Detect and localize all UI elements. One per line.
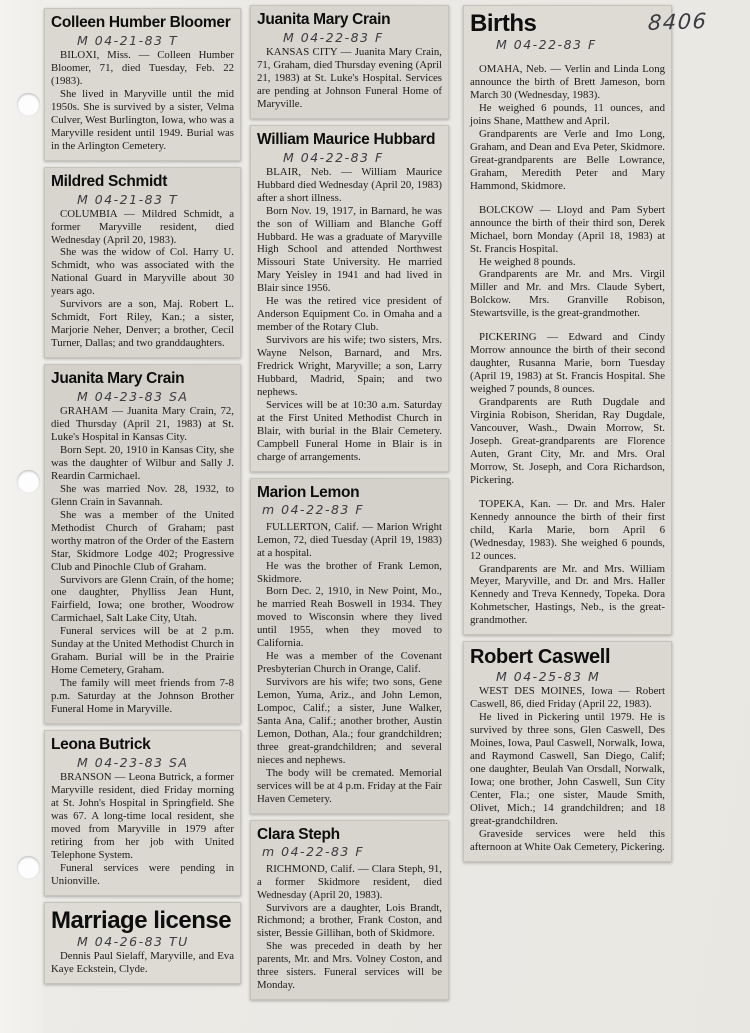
paragraph: Graveside services were held this afternoon at White Oak Cemetery, Pickering. bbox=[470, 827, 665, 853]
paragraph: KANSAS CITY — Juanita Mary Crain, 71, Graham, died Thursday evening (April 21, 1983) at St. Luke's Hospital. Services are pending at Johnson Funeral Home of Maryville. bbox=[257, 46, 442, 110]
handwritten-date-annotation: m 04-22-83 F bbox=[262, 501, 365, 517]
paragraph: Grandparents are Ruth Dugdale and Virginia Robison, Sheridan, Ray Dugdale, Vancouver, Wash., Dwain Morrow, St. Joseph. Great-grandparents are Florence Auten, Grant City, Mr. and Mrs. Oral Morrow, St. Joseph, and Cora Richardson, Pickering. bbox=[470, 396, 665, 486]
clipping-title: Juanita Mary Crain bbox=[257, 11, 391, 28]
paragraph: Born Dec. 2, 1910, in New Point, Mo., he married Reah Boswell in 1934. They moved to Wisconsin where they lived until 1955, when they moved to California. bbox=[257, 585, 442, 650]
paragraph: Funeral services were pending in Unionville. bbox=[51, 861, 234, 887]
clipping-title: William Maurice Hubbard bbox=[257, 130, 436, 148]
column-right bbox=[463, 0, 672, 868]
clipping-header bbox=[470, 647, 665, 684]
clipping-title: Robert Caswell bbox=[470, 646, 611, 669]
paragraph: OMAHA, Neb. — Verlin and Linda Long announce the birth of Brett Jameson, born March 30 (Wednesday, 1983). bbox=[470, 63, 665, 102]
clipping-title: Mildred Schmidt bbox=[51, 172, 168, 190]
column-middle bbox=[250, 0, 449, 1006]
clipping-marriage-license bbox=[44, 902, 241, 984]
birth-announcement bbox=[470, 204, 665, 321]
paragraph: Survivors are a son, Maj. Robert L. Schmidt, Fort Riley, Kan.; a sister, Marjorie Neher, Denver; a brother, Cecil Turner, Dallas; and two granddaughters. bbox=[51, 298, 234, 350]
clipping-header bbox=[51, 908, 234, 949]
clipping-title: Marriage license bbox=[51, 906, 232, 934]
birth-announcement bbox=[470, 498, 665, 628]
paragraph: BRANSON — Leona Butrick, a former Maryville resident, died Friday morning at St. John's Hospital in Springfield. She was 67. A long-time local resident, she moved from Maryville in 1979 after retiring from her job with United Telephone System. bbox=[51, 770, 234, 861]
column-left bbox=[44, 0, 241, 990]
clipping-clara-steph bbox=[250, 820, 449, 1001]
handwritten-date-annotation: m 04-22-83 F bbox=[262, 843, 365, 859]
clipping-births bbox=[463, 5, 672, 635]
handwritten-date-annotation: M 04-21-83 T bbox=[77, 191, 179, 207]
handwritten-date-annotation: M 04-26-83 TU bbox=[77, 933, 189, 949]
paragraph: The body will be cremated. Memorial services will be at 4 p.m. Friday at the Fair Haven Cemetery. bbox=[257, 766, 443, 805]
paragraph: Dennis Paul Sielaff, Maryville, and Eva Kaye Eckstein, Clyde. bbox=[51, 949, 234, 975]
clipping-marion-lemon bbox=[250, 478, 449, 814]
clipping-william-maurice-hubbard bbox=[250, 125, 449, 472]
punch-hole bbox=[17, 856, 40, 879]
paragraph: She was married Nov. 28, 1932, to Glenn Crain in Savannah. bbox=[51, 482, 234, 508]
page-left-margin bbox=[0, 0, 42, 1033]
handwritten-page-number: 8406 bbox=[647, 8, 709, 36]
birth-announcement bbox=[470, 63, 665, 193]
paragraph: He was the brother of Frank Lemon, Skidmore. bbox=[257, 559, 442, 585]
clipping-title: Marion Lemon bbox=[257, 483, 360, 501]
clipping-robert-caswell bbox=[463, 641, 672, 861]
paragraph: The family will meet friends from 7-8 p.m. Saturday at the Johnson Brother Funeral Home in Maryville. bbox=[51, 677, 234, 716]
paragraph: He was the retired vice president of Anderson Equipment Co. in Omaha and a member of the Rotary Club. bbox=[257, 295, 442, 334]
paragraph: Funeral services will be at 2 p.m. Sunday at the United Methodist Church in Graham. Burial will be in the Prairie Home Cemetery, Graham. bbox=[51, 625, 234, 677]
paragraph: She was a member of the United Methodist Church of Graham; past worthy matron of the Order of the Eastern Star, Skidmore Lodge 402; Progressive Club and Pinochle Club of Graham. bbox=[51, 508, 234, 573]
paragraph: BILOXI, Miss. — Colleen Humber Bloomer, 71, died Tuesday, Feb. 22 (1983). bbox=[51, 49, 234, 87]
paragraph: Survivors are his wife; two sisters, Mrs. Wayne Nelson, Barnard, and Mrs. Fredrick Wright, Maryville; a son, Larry Hubbard, Madrid, Spain; and two nephews. bbox=[257, 334, 442, 398]
handwritten-date-annotation: M 04-22-83 F bbox=[283, 149, 384, 165]
paragraph: He weighed 6 pounds, 11 ounces, and joins Shane, Matthew and April. bbox=[470, 102, 665, 127]
punch-hole bbox=[17, 470, 40, 493]
paragraph: BLAIR, Neb. — William Maurice Hubbard died Wednesday (April 20, 1983) after a short illness. bbox=[257, 165, 442, 204]
clipping-header bbox=[257, 11, 442, 45]
paragraph: She was the widow of Col. Harry U. Schmidt, who was associated with the National Guard in Maryville about 30 years ago. bbox=[51, 246, 234, 298]
handwritten-date-annotation: M 04-25-83 M bbox=[496, 669, 601, 685]
paragraph: Survivors are his wife; two sons, Gene Lemon, Yuma, Ariz., and John Lemon, Lompoc, Calif.; a sister, June Walker, Santa Ana, Calif.; another brother, Austin Lemon, Dothan, Ala.; four grandchildren; three great-grandchildren; and several nieces and nephews. bbox=[257, 676, 442, 766]
paragraph: WEST DES MOINES, Iowa — Robert Caswell, 86, died Friday (April 22, 1983). bbox=[470, 685, 665, 711]
paragraph: Grandparents are Mr. and Mrs. William Meyer, Maryville, and Dr. and Mrs. Haller Kennedy and Treva Kennedy, Topeka. Dora Kohmetscher, Hastings, Neb., is the great-grandmother. bbox=[470, 562, 665, 627]
clipping-title: Clara Steph bbox=[257, 825, 340, 843]
clipping-header bbox=[257, 484, 442, 520]
birth-announcement bbox=[470, 331, 665, 486]
clipping-title: Juanita Mary Crain bbox=[51, 370, 185, 388]
clipping-title: Births bbox=[470, 10, 537, 37]
paragraph: Grandparents are Mr. and Mrs. Virgil Miller and Mr. and Mrs. Claude Sybert, Bolckow. Mrs. Granville Robison, Stewartsville, is the great-grandmother. bbox=[470, 268, 665, 320]
paragraph: She was preceded in death by her parents, Mr. and Mrs. Volney Coston, and three sisters. Funeral services will be Monday. bbox=[257, 940, 442, 992]
paragraph: Born Nov. 19, 1917, in Barnard, he was the son of William and Blanche Goff Hubbard. He was a graduate of Maryville High School and attended Northwest Missouri State University. He married Mary Yeisley in 1941 and had lived in Blair since 1956. bbox=[257, 204, 442, 295]
paragraph: Services will be at 10:30 a.m. Saturday at the First United Methodist Church in Blair, with burial in the Blair Cemetery. Campbell Funeral Home in Blair is in charge of arrangements. bbox=[257, 398, 442, 463]
clipping-title: Colleen Humber Bloomer bbox=[51, 14, 231, 31]
paragraph: TOPEKA, Kan. — Dr. and Mrs. Haler Kennedy announce the birth of their first child, Karla Marie, born April 6 (Wednesday, 1983). She weighed 6 pounds, 12 ounces. bbox=[470, 497, 665, 562]
paragraph: He lived in Pickering until 1979. He is survived by three sons, Glen Caswell, Des Moines, Iowa, Paul Caswell, Norwalk, Iowa, and Raymond Caswell, San Diego, Calif; one daughter, Beulah Van Orsdall, Norwalk, Iowa; one brother, John Caswell, Sun City Center, Fla.; one sister, Maude Smith, Olivet, Mich.; 14 grandchildren; and 18 great-grandchildren. bbox=[470, 711, 665, 827]
clipping-header bbox=[51, 173, 234, 207]
clipping-header bbox=[257, 131, 442, 165]
clipping-title: Leona Butrick bbox=[51, 735, 151, 753]
clipping-colleen-humber-bloomer bbox=[44, 8, 241, 161]
handwritten-date-annotation: M 04-23-83 SA bbox=[77, 754, 189, 770]
paragraph: Survivors are Glenn Crain, of the home; one daughter, Phylliss Jean Hunt, Fairfield, Iowa; one brother, Woodrow Carmichael, Salt Lake City, Utah. bbox=[51, 573, 234, 625]
paragraph: RICHMOND, Calif. — Clara Steph, 91, a former Skidmore resident, died Wednesday (April 20, 1983). bbox=[257, 862, 442, 901]
paragraph: PICKERING — Edward and Cindy Morrow announce the birth of their second daughter, Rusanna Marie, born Tuesday (April 19, 1983) at St. Francis Hospital. She weighed 7 pounds, 8 ounces. bbox=[470, 331, 665, 396]
handwritten-date-annotation: M 04-21-83 T bbox=[77, 33, 179, 48]
handwritten-date-annotation: M 04-23-83 SA bbox=[77, 389, 189, 405]
clipping-mildred-schmidt bbox=[44, 167, 241, 358]
clipping-juanita-mary-crain-graham bbox=[44, 364, 241, 724]
paragraph: Born Sept. 20, 1910 in Kansas City, she was the daughter of Wilbur and Sally J. Reardin Carmichael. bbox=[51, 443, 234, 482]
paragraph: FULLERTON, Calif. — Marion Wright Lemon, 72, died Tuesday (April 19, 1983) at a hospital. bbox=[257, 520, 442, 559]
paragraph: Grandparents are Verle and Imo Long, Graham, and Dean and Eva Peter, Skidmore. Great-grandparents are Belle Lowrance, Graham, Meredith Peter and Mary Hammond, Skidmore. bbox=[470, 127, 665, 192]
clipping-header bbox=[470, 11, 665, 52]
clipping-header bbox=[257, 826, 442, 862]
paragraph: COLUMBIA — Mildred Schmidt, a former Maryville resident, died Wednesday (April 20, 1983). bbox=[51, 207, 234, 246]
paragraph: Survivors are a daughter, Lois Brandt, Richmond; a brother, Frank Coston, and sister, Bessie Gillihan, both of Skidmore. bbox=[257, 901, 442, 940]
paragraph: She lived in Maryville until the mid 1950s. She is survived by a sister, Velma Culver, West Burlington, Iowa, who was a Maryville resident until 1949. Burial was in the Arlington Cemetery. bbox=[51, 87, 234, 152]
paragraph: BOLCKOW — Lloyd and Pam Sybert announce the birth of their third son, Derek Michael, born Monday (April 18, 1983) at St. Francis Hospital. bbox=[470, 203, 665, 255]
paragraph: He weighed 8 pounds. bbox=[479, 255, 576, 268]
clipping-leona-butrick bbox=[44, 730, 241, 896]
handwritten-date-annotation: M 04-22-83 F bbox=[283, 30, 384, 45]
clipping-header bbox=[51, 736, 234, 770]
clipping-header bbox=[51, 14, 234, 48]
handwritten-date-annotation: M 04-22-83 F bbox=[496, 37, 597, 53]
paragraph: GRAHAM — Juanita Mary Crain, 72, died Thursday (April 21, 1983) at St. Luke's Hospital in Kansas City. bbox=[51, 405, 234, 444]
clipping-header bbox=[51, 370, 234, 404]
paragraph: He was a member of the Covenant Presbyterian Church in Orange, Calif. bbox=[257, 650, 442, 676]
clipping-juanita-mary-crain-kansas-city bbox=[250, 5, 449, 119]
punch-hole bbox=[17, 93, 40, 116]
